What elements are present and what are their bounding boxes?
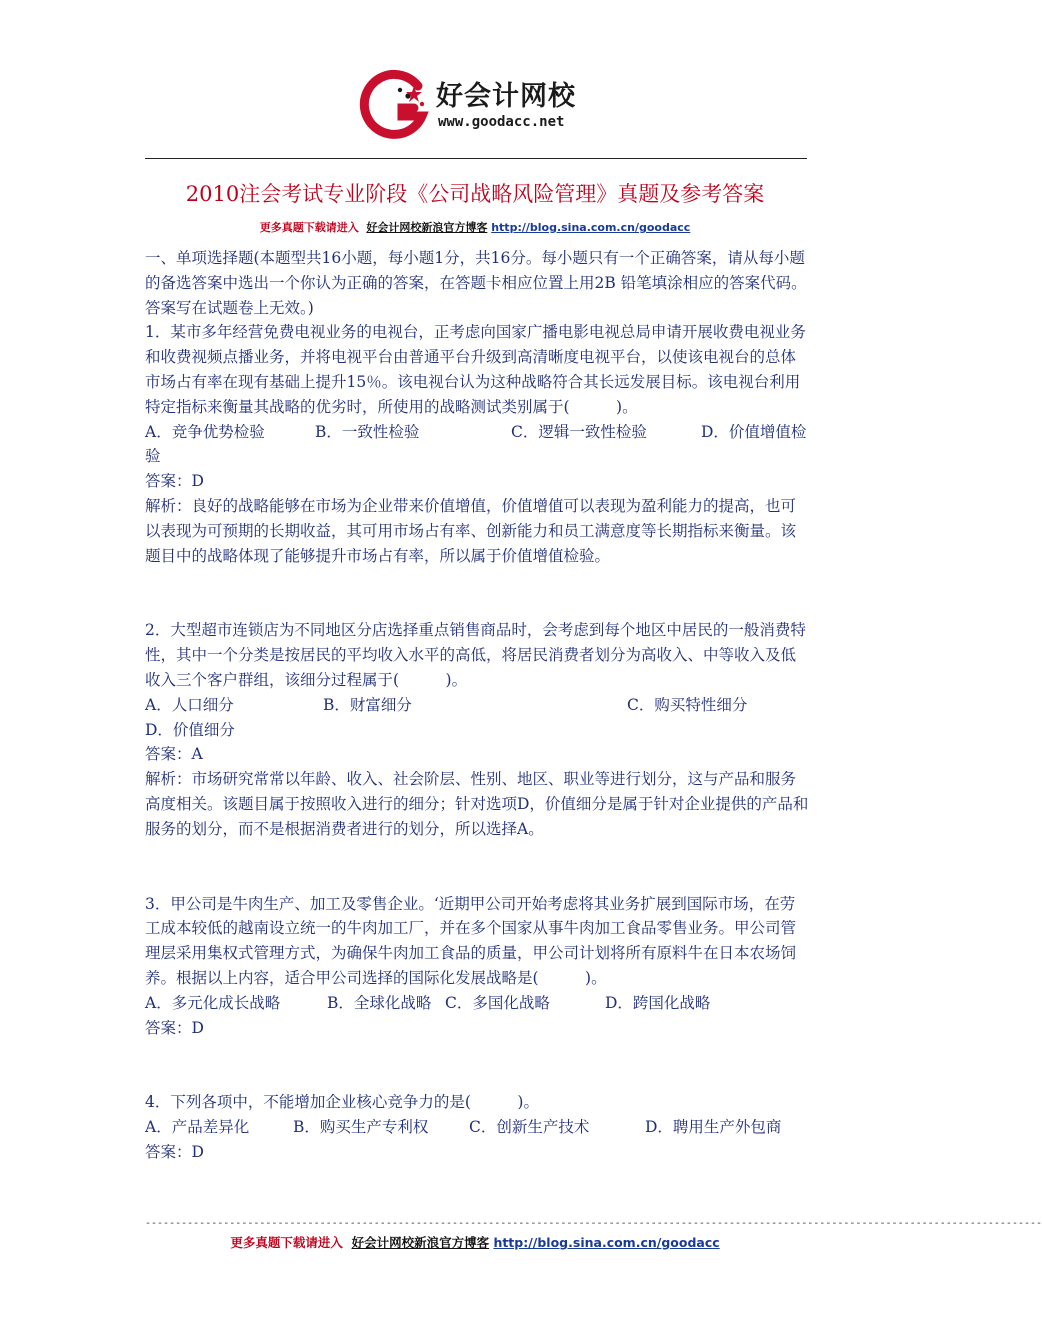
question-2-stem: 2．大型超市连锁店为不同地区分店选择重点销售商品时，会考虑到每个地区中居民的一般消费特性，其中一个分类是按居民的平均收入水平的高低，将居民消费者划分为高收入、中等收入及低收入三个客户群组，该细分过程属于( )。 — [145, 621, 806, 689]
q1-option-c: C．逻辑一致性检验 — [511, 422, 647, 441]
question-4-options — [145, 1115, 809, 1140]
q3-option-b: B．全球化战略 — [327, 993, 432, 1012]
blog-name-link[interactable]: 好会计网校新浪官方博客 — [366, 221, 488, 234]
page-title: 2010注会考试专业阶段《公司战略风险管理》真题及参考答案 — [185, 182, 765, 206]
q2-option-b: B．财富细分 — [323, 695, 412, 714]
promo-banner-bottom — [0, 1233, 950, 1251]
section-intro: 一、单项选择题(本题型共16小题，每小题1分，共16分。每小题只有一个正确答案，请从每小题的备选答案中选出一个你认为正确的答案，在答题卡相应位置上用2B 铅笔填涂相应的答案代码。答案写在试题卷上无效。) — [145, 249, 807, 317]
logo-brand-name: 好会计网校 — [436, 81, 576, 112]
header-divider — [145, 158, 807, 159]
q1-option-a: A．竞争优势检验 — [145, 422, 265, 441]
question-2-options — [145, 693, 809, 718]
goodacc-logo-icon — [356, 64, 436, 144]
question-1-stem: 1．某市多年经营免费电视业务的电视台，正考虑向国家广播电影电视总局申请开展收费电视业务和收费视频点播业务，并将电视平台由普通平台升级到高清晰度电视平台，以使该电视台的总体市场占有率在现有基础上提升15％。该电视台认为这种战略符合其长远发展目标。该电视台利用特定指标来衡量其战略的优劣时，所使用的战略测试类别属于( )。 — [145, 323, 806, 416]
blog-url-link[interactable]: http://blog.sina.com.cn/goodacc — [491, 221, 691, 234]
question-3-answer: 答案：D — [145, 1018, 204, 1037]
q1-option-b: B．一致性检验 — [315, 422, 420, 441]
promo-banner-top — [0, 219, 950, 235]
logo-url: www.goodacc.net — [438, 114, 565, 130]
blog-name-link-bottom[interactable]: 好会计网校新浪官方博客 — [351, 1235, 490, 1250]
promo-prefix: 更多真题下载请进入 — [259, 221, 359, 234]
question-3-options — [145, 991, 809, 1016]
q3-option-a: A．多元化成长战略 — [145, 993, 281, 1012]
question-3-stem: 3．甲公司是牛肉生产、加工及零售企业。‘近期甲公司开始考虑将其业务扩展到国际市场，在劳工成本较低的越南设立统一的牛肉加工厂，并在多个国家从事牛肉加工食品零售业务。甲公司管理层采用集权式管理方式，为确保牛肉加工食品的质量，甲公司计划将所有原料牛在日本农场饲养。根据以上内容，适合甲公司选择的国际化发展战略是( )。 — [145, 894, 797, 987]
question-1-answer: 答案：D — [145, 472, 204, 491]
q2-option-d: D．价值细分 — [145, 720, 235, 739]
promo-prefix-bottom: 更多真题下载请进入 — [230, 1235, 343, 1250]
q1-option-d: D．价值增值检验 — [145, 422, 807, 466]
question-2-analysis: 解析：市场研究常常以年龄、收入、社会阶层、性别、地区、职业等进行划分，这与产品和服务高度相关。该题目属于按照收入进行的细分；针对选项D，价值细分是属于针对企业提供的产品和服务的划分，而不是根据消费者进行的划分，所以选择A。 — [145, 770, 809, 838]
q4-option-d: D．聘用生产外包商 — [645, 1118, 782, 1137]
q2-option-c: C．购买特性细分 — [627, 695, 748, 714]
question-2-answer: 答案：A — [145, 745, 203, 764]
question-4-stem: 4．下列各项中，不能增加企业核心竞争力的是( )。 — [145, 1093, 539, 1112]
q2-option-a: A．人口细分 — [145, 695, 234, 714]
q3-option-c: C．多国化战略 — [445, 993, 550, 1012]
question-1-analysis: 解析：良好的战略能够在市场为企业带来价值增值，价值增值可以表现为盈利能力的提高，也可以表现为可预期的长期收益，其可用市场占有率、创新能力和员工满意度等长期指标来衡量。该题目中的战略体现了能够提升市场占有率，所以属于价值增值检验。 — [145, 496, 797, 565]
q4-option-b: B．购买生产专利权 — [293, 1118, 429, 1137]
exam-content — [145, 246, 809, 1165]
question-4-answer: 答案：D — [145, 1142, 204, 1161]
q4-option-c: C．创新生产技术 — [469, 1118, 590, 1137]
question-1-options — [145, 420, 809, 470]
footer-divider: ----------------------------------------------------------------------------------------------------------------------------------------------------- — [145, 1218, 1042, 1229]
logo — [356, 64, 616, 144]
q3-option-d: D．跨国化战略 — [605, 993, 711, 1012]
blog-url-link-bottom[interactable]: http://blog.sina.com.cn/goodacc — [493, 1235, 720, 1250]
q4-option-a: A．产品差异化 — [145, 1118, 250, 1137]
